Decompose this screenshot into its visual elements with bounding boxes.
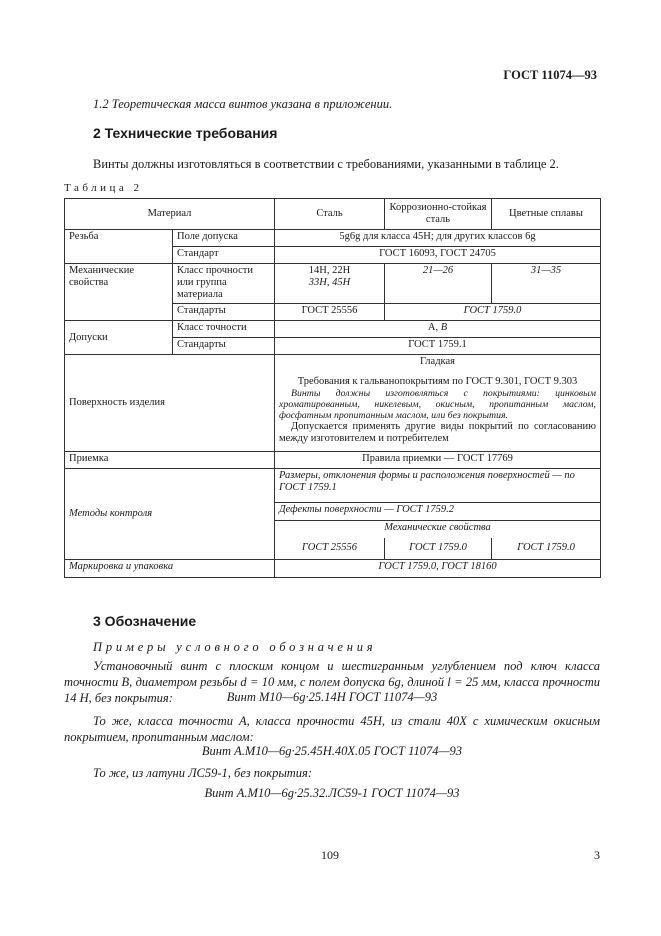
cell-accuracy-class: Класс точности	[173, 321, 275, 338]
section-2-title: 2 Технические требования	[93, 125, 278, 141]
steel-classes-2: 33H, 45H	[308, 277, 351, 288]
cell-strength-class	[173, 264, 275, 304]
surface-line-2: Винты должны изготовляться с покрытиями: цинковым хроматированным, никелевым, окисным, пропитанным маслом, фосфатным пропитанным маслом, или без покрытия.	[279, 388, 596, 421]
cell-tolerance-field: Поле допуска	[173, 230, 275, 247]
document-header: ГОСТ 11074—93	[503, 68, 597, 82]
steel-classes-1: 14H, 22H	[308, 265, 351, 276]
example-2-text: То же, класса точности A, класса прочности 45H, из стали 40X с химическим окисным покрытием, пропитанным маслом:	[64, 714, 600, 744]
cell-acceptance: Правила приемки — ГОСТ 17769	[275, 452, 601, 469]
table-row	[65, 560, 601, 578]
note-1-2: 1.2 Теоретическая масса винтов указана в приложении.	[93, 97, 393, 111]
cell-standard-value: ГОСТ 16093, ГОСТ 24705	[275, 247, 601, 264]
table-row	[65, 355, 601, 452]
header-nonferrous: Цветные сплавы	[492, 199, 601, 230]
cell-control-stainless: ГОСТ 1759.0	[385, 538, 492, 560]
designation-1: Винт М10—6g·25.14H ГОСТ 11074—93	[226, 690, 438, 704]
cell-control-defects: Дефекты поверхности — ГОСТ 1759.2	[275, 503, 601, 521]
cell-control-nonferrous: ГОСТ 1759.0	[492, 538, 601, 560]
header-stainless: Коррозионно-стойкая сталь	[385, 199, 492, 230]
accuracy-value-a: А,	[427, 322, 439, 333]
table-row	[65, 321, 601, 338]
cell-accuracy-value	[275, 321, 601, 338]
cell-standard: Стандарт	[173, 247, 275, 264]
cell-mech-standards-other: ГОСТ 1759.0	[385, 304, 601, 321]
table-row	[65, 264, 601, 304]
surface-smooth: Гладкая	[420, 356, 455, 367]
row-label-tolerances: Допуски	[65, 321, 173, 355]
sheet-number: 3	[594, 848, 600, 862]
designation-2: Винт А.М10—6g·25.45H.40X.05 ГОСТ 11074—93	[201, 744, 463, 758]
row-label-thread: Резьба	[65, 230, 173, 264]
row-label-acceptance: Приемка	[65, 452, 275, 469]
cell-tol-standards-value: ГОСТ 1759.1	[275, 338, 601, 355]
row-label-control: Методы контроля	[65, 469, 275, 560]
cell-surface	[275, 355, 601, 452]
strength-class-label: Класс прочности или группа материала	[177, 265, 253, 300]
example-3-text: То же, из латуни ЛС59-1, без покрытия:	[93, 766, 313, 780]
accuracy-value-b: В	[440, 322, 448, 333]
cell-marking: ГОСТ 1759.0, ГОСТ 18160	[275, 560, 601, 578]
row-label-surface: Поверхность изделия	[65, 355, 275, 452]
row-label-mechanical: Механические свойства	[65, 264, 173, 321]
cell-nonferrous-classes: 31—35	[492, 264, 601, 304]
cell-tol-standards: Стандарты	[173, 338, 275, 355]
table-row	[65, 452, 601, 469]
surface-line-1: Требования к гальванопокрытиям по ГОСТ 9.301, ГОСТ 9.303	[297, 376, 578, 387]
cell-steel-classes	[275, 264, 385, 304]
cell-mech-standards-steel: ГОСТ 25556	[275, 304, 385, 321]
section-2-intro: Винты должны изготовляться в соответствии с требованиями, указанными в таблице 2.	[93, 157, 559, 171]
example-1-text: Установочный винт с плоским концом и шестигранным углублением под ключ класса точности B, диаметром резьбы d = 10 мм, с полем допуска 6g, длиной l = 25 мм, класса прочности 14 H, без покрытия:	[64, 659, 600, 705]
section-3-title: 3 Обозначение	[93, 613, 197, 629]
cell-tolerance-value: 5g6g для класса 45H; для других классов 6g	[275, 230, 601, 247]
table-row	[65, 469, 601, 503]
cell-mech-standards: Стандарты	[173, 304, 275, 321]
table-head-row	[65, 199, 601, 230]
cell-control-dims: Размеры, отклонения формы и расположения поверхностей — по ГОСТ 1759.1	[275, 469, 601, 503]
page-number: 109	[321, 848, 339, 862]
row-label-marking: Маркировка и упаковка	[65, 560, 275, 578]
cell-control-steel: ГОСТ 25556	[275, 538, 385, 560]
header-steel: Сталь	[275, 199, 385, 230]
header-material: Материал	[65, 199, 275, 230]
requirements-table	[64, 198, 601, 578]
designation-3: Винт А.М10—6g·25.32.ЛС59-1 ГОСТ 11074—93	[204, 786, 460, 800]
cell-stainless-classes: 21—26	[385, 264, 492, 304]
table-caption: Таблица 2	[64, 182, 143, 194]
cell-control-mech: Механические свойства	[275, 521, 601, 538]
examples-heading: Примеры условного обозначения	[93, 640, 377, 654]
table-row	[65, 230, 601, 247]
surface-line-3: Допускается применять другие виды покрытий по согласованию между изготовителем и потребителем	[279, 421, 596, 444]
